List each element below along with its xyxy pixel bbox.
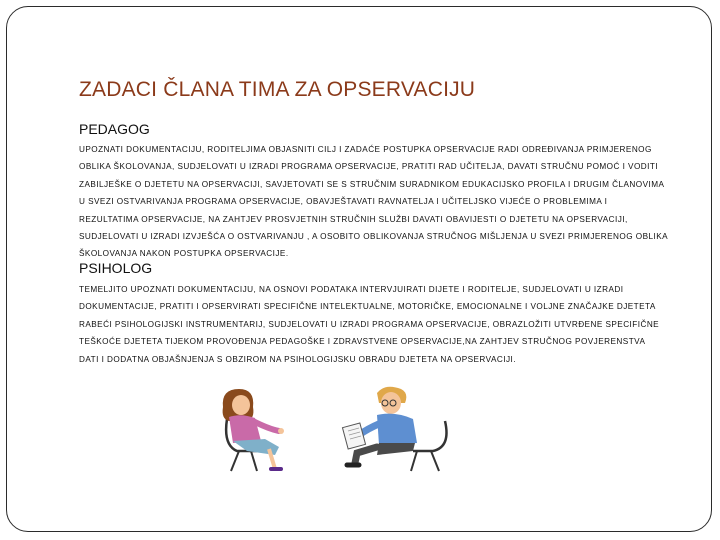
body-line: ZABILJEŠKE O DJETETU NA OPSERVACIJI, SAVJETOVATI SE S STRUČNIM SURADNIKOM EDUKACIJSKO PROFILA I DRUGIM ČLANOVIMA	[79, 179, 665, 189]
body-line: U SVEZI OSTVARIVANJA PROGRAMA OPSERVACIJE, OBAVJEŠTAVATI RAVNATELJA I UČITELJSKO VIJEĆE O PROBLEMIMA I	[79, 197, 608, 207]
body-line: UPOZNATI DOKUMENTACIJU, RODITELJIMA OBJASNITI CILJ I ZADAĆE POSTUPKA OPSERVACIJE RADI ODREĐIVANJA PRIMJERENOG	[79, 145, 652, 154]
body-line: DOKUMENTACIJE, PRATITI I OPSERVIRATI SPECIFIČNE INTELEKTUALNE, MOTORIČKE, EMOCIONALNE I VOLJNE ZNAČAJKE DJETETA	[79, 302, 656, 312]
section-heading-pedagog: PEDAGOG	[79, 121, 150, 137]
section-body-pedagog	[79, 141, 679, 263]
body-line: OBLIKA ŠKOLOVANJA, SUDJELOVATI U IZRADI PROGRAMA OPSERVACIJE, PRATITI RAD UČITELJA, DAVATI STRUČNU POMOĆ I VODITI	[79, 162, 659, 172]
body-line: TEMELJITO UPOZNATI DOKUMENTACIJU, NA OSNOVI PODATAKA INTERVJUIRATI DIJETE I RODITELJE, SUDJELOVATI U IZRADI	[79, 285, 624, 294]
body-line: SUDJELOVATI U IZRADI IZVJEŠĆA O OSTVARIVANJU , A OSOBITO OBLIKOVANJA STRUČNOG MIŠLJENJA U SVEZI PRIMJERENOG OBLIKA	[79, 232, 669, 242]
body-line: TEŠKOĆE DJETETA TIJEKOM PROVOĐENJA PEDAGOŠKE I ZDRAVSTVENE OPSERVACIJE,NA ZAHTJEV STRUČNOG POVJERENSTVA	[79, 337, 646, 347]
section-heading-psiholog: PSIHOLOG	[79, 260, 153, 276]
body-line: DATI I DODATNA OBJAŠNJENJA S OBZIROM NA PSIHOLOGIJSKU OBRADU DJETETA NA OPSERVACIJI.	[79, 354, 516, 364]
slide-title: ZADACI ČLANA TIMA ZA OPSERVACIJU	[79, 78, 476, 101]
section-body-psiholog	[79, 281, 679, 368]
two-people-consultation-icon	[217, 385, 455, 473]
body-line: RABEĆI PSIHOLOGIJSKI INSTRUMENTARIJ, SUDJELOVATI U IZRADI PROGRAMA OPSERVACIJE, OBRAZLOŽITI UTVRĐENE SPECIFIČNE	[79, 319, 660, 329]
body-line: REZULTATIMA OPSERVACIJE, NA ZAHTJEV PROSVJETNIH STRUČNIH SLUŽBI DAVATI OBAVIJESTI O DJETETU NA OPSERVACIJI,	[79, 214, 628, 224]
body-line: ŠKOLOVANJA NAKON POSTUPKA OPSERVACIJE.	[79, 249, 289, 259]
